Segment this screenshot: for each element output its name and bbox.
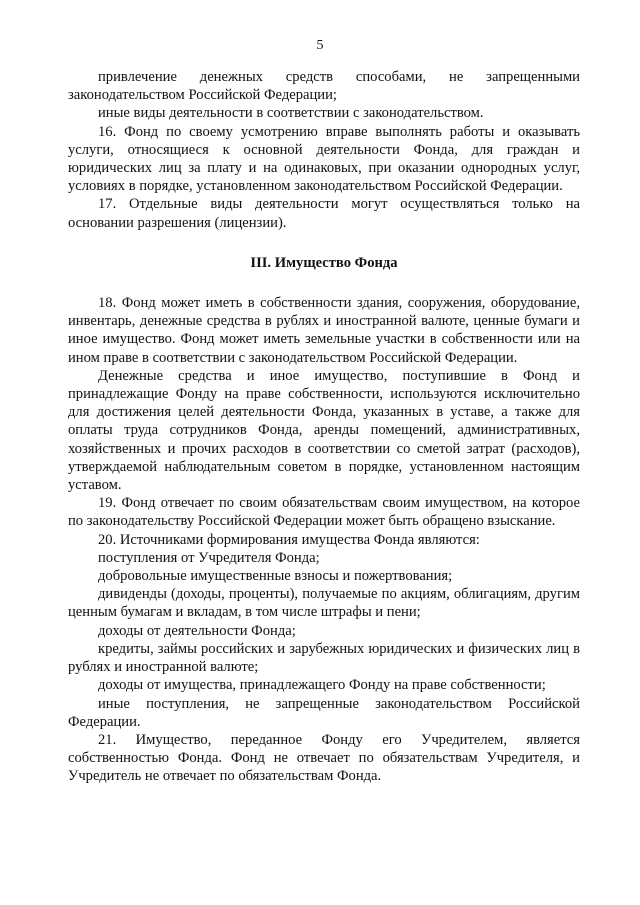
section-heading-property: III. Имущество Фонда — [250, 254, 398, 271]
list-item-other-receipts: иные поступления, не запрещенные законодательством Российской Федерации. — [68, 695, 580, 730]
page-number: 5 — [316, 38, 324, 53]
paragraph-other-activities: иные виды деятельности в соответствии с законодательством. — [98, 105, 484, 122]
paragraph-clause-17: 17. Отдельные виды деятельности могут осуществляться только на основании разрешения (лицензии). — [68, 196, 580, 231]
paragraph-clause-20: 20. Источниками формирования имущества Фонда являются: — [98, 531, 480, 548]
paragraph-clause-18: 18. Фонд может иметь в собственности здания, сооружения, оборудование, инвентарь, денежные средства в рублях и иностранной валюте, ценные бумаги и иное имущество. Фонд может иметь земельные участки в собственности или на ином праве в соответствии с законодательством Российской Федерации. — [68, 295, 580, 366]
paragraph-clause-21: 21. Имущество, переданное Фонду его Учредителем, является собственностью Фонда. Фонд не отвечает по обязательствам Учредителя, и Учредитель не отвечает по обязательствам Фонда. — [68, 731, 580, 785]
paragraph-clause-19: 19. Фонд отвечает по своим обязательствам своим имуществом, на которое по законодательству Российской Федерации может быть обращено взыскание. — [68, 495, 580, 530]
list-item-property-income: доходы от имущества, принадлежащего Фонду на праве собственности; — [98, 677, 546, 694]
paragraph-clause-16: 16. Фонд по своему усмотрению вправе выполнять работы и оказывать услуги, относящиеся к основной деятельности Фонда, для граждан и юридических лиц за плату и на одинаковых, при оказании однородных услуг, условиях в порядке, установленном законодательством Российской Федерации. — [68, 123, 580, 195]
paragraph-funds-usage: Денежные средства и иное имущество, поступившие в Фонд и принадлежащие Фонду на праве собственности, используются исключительно для достижения целей деятельности Фонда, указанных в уставе, а также для оплаты труда сотрудников Фонда, аренды помещений, административных, хозяйственных и прочих расходов в соответствии со сметой затрат (расходов), утверждаемой наблюдательным советом в порядке, установленном настоящим уставом. — [68, 367, 580, 494]
list-item-loans: кредиты, займы российских и зарубежных юридических и физических лиц в рублях и иностранной валюте; — [68, 640, 580, 676]
document-body — [68, 68, 580, 786]
list-item-dividends: дивиденды (доходы, проценты), получаемые по акциям, облигациям, другим ценным бумагам и вкладам, в том числе штрафы и пени; — [68, 586, 580, 621]
paragraph-funding-methods: привлечение денежных средств способами, не запрещенными законодательством Российской Федерации; — [68, 69, 580, 104]
list-item-donations: добровольные имущественные взносы и пожертвования; — [98, 568, 453, 585]
list-item-founder-receipts: поступления от Учредителя Фонда; — [98, 549, 320, 566]
list-item-activity-income: доходы от деятельности Фонда; — [98, 622, 296, 639]
